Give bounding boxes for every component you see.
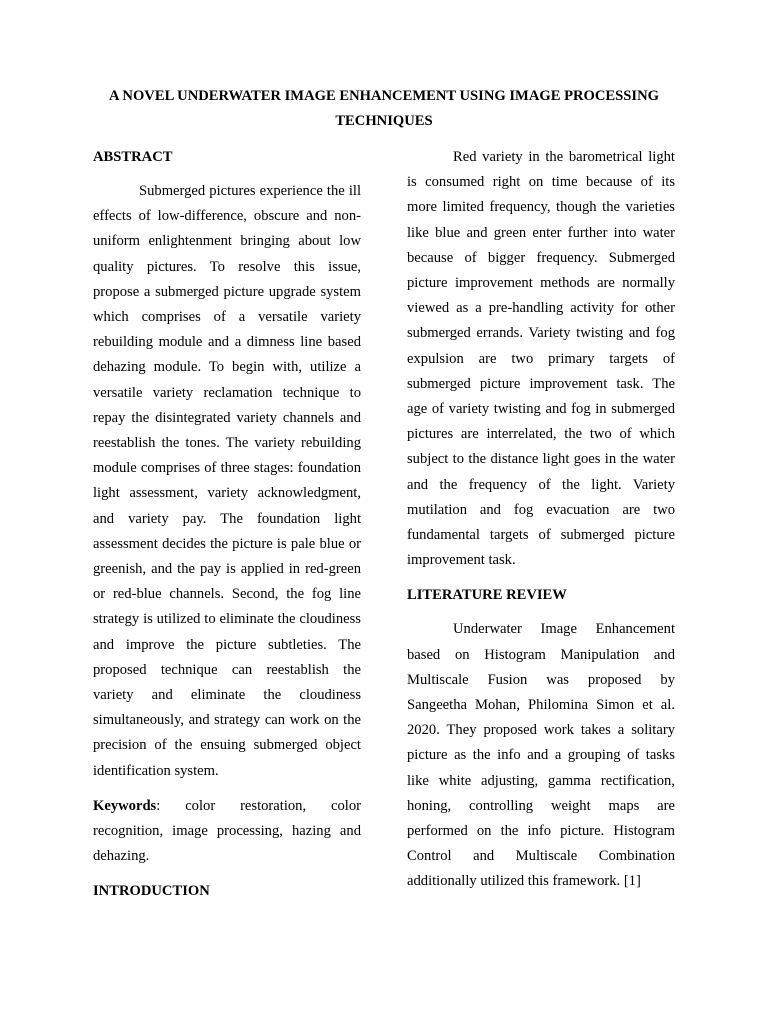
- literature-review-heading: LITERATURE REVIEW: [407, 587, 567, 604]
- keywords-paragraph: [93, 794, 361, 870]
- keywords-separator: :: [156, 797, 161, 814]
- paper-title: A NOVEL UNDERWATER IMAGE ENHANCEMENT USING IMAGE PROCESSING TECHNIQUES: [109, 88, 659, 129]
- introduction-heading: INTRODUCTION: [93, 883, 210, 900]
- left-column: [93, 145, 361, 904]
- abstract-body: Submerged pictures experience the ill effects of low-difference, obscure and non-uniform enlightenment bringing about low quality pictures. To resolve this issue, propose a submerged picture upgrade system which comprises of a versatile variety rebuilding module and a dimness line based dehazing module. To begin with, utilize a versatile variety reclamation technique to repay the disintegrated variety channels and reestablish the tones. The variety rebuilding module comprises of three stages: foundation light assessment, variety acknowledgment, and variety pay. The foundation light assessment decides the picture is pale blue or greenish, and the pay is applied in red-green or red-blue channels. Second, the fog line strategy is utilized to eliminate the cloudiness and improve the picture subtleties. The proposed technique can reestablish the variety and eliminate the cloudiness simultaneously, and strategy can work on the precision of the ensuing submerged object identification system.: [93, 183, 361, 779]
- right-column: [407, 145, 675, 895]
- keywords-text: color restoration, color recognition, image processing, hazing and dehazing.: [93, 797, 361, 865]
- abstract-heading: ABSTRACT: [93, 149, 173, 165]
- literature-review-body: Underwater Image Enhancement based on Histogram Manipulation and Multiscale Fusion was proposed by Sangeetha Mohan, Philomina Simon et al. 2020. They proposed work takes a solitary picture as the info and a grouping of tasks like white adjusting, gamma rectification, honing, controlling weight maps are performed on the info picture. Histogram Control and Multiscale Combination additionally utilized this framework. [1]: [407, 621, 675, 890]
- introduction-body: Red variety in the barometrical light is consumed right on time because of its more limited frequency, though the varieties like blue and green enter further into water because of bigger frequency. Submerged picture improvement methods are normally viewed as a pre-handling activity for other submerged errands. Variety twisting and fog expulsion are two primary targets of submerged picture improvement task. The age of variety twisting and fog in submerged pictures are interrelated, the two of which subject to the distance light goes in the water and the frequency of the light. Variety mutilation and fog evacuation are two fundamental targets of submerged picture improvement task.: [407, 149, 675, 569]
- keywords-label: Keywords: [93, 797, 157, 814]
